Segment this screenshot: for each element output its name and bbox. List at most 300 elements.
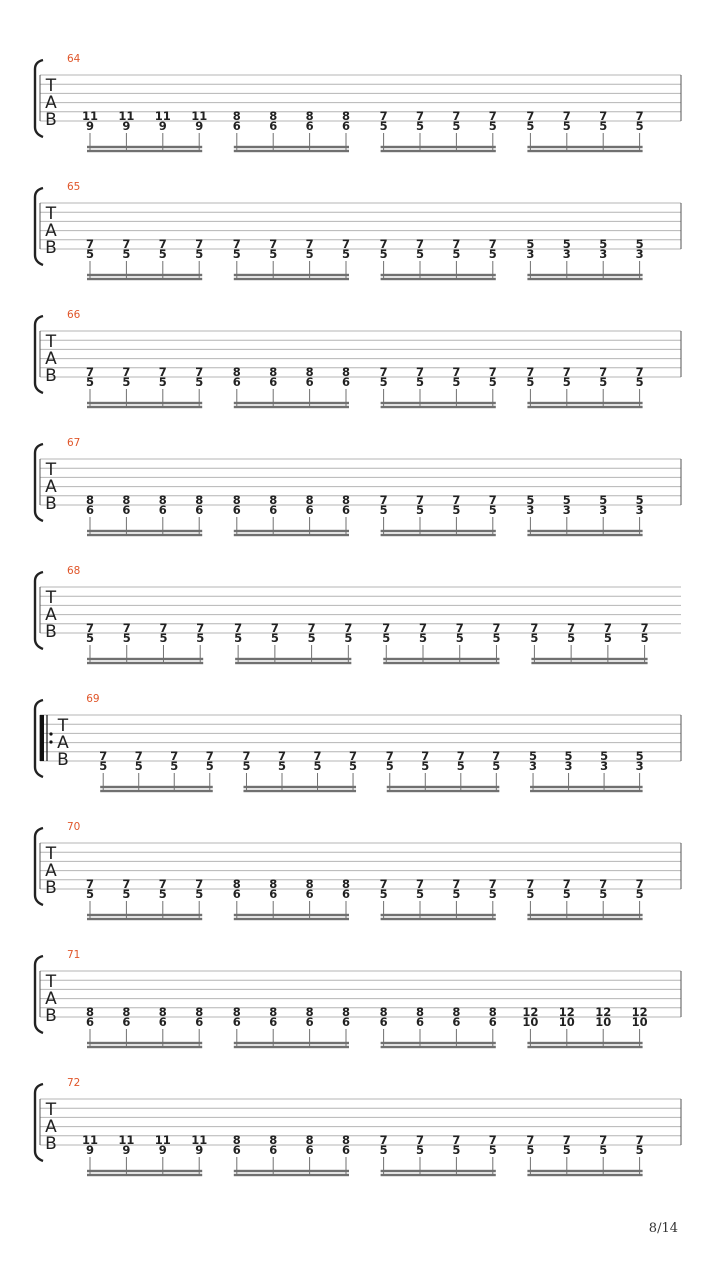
fret-number-bottom: 6 bbox=[341, 1143, 351, 1157]
fret-number-bottom: 6 bbox=[122, 1015, 131, 1029]
beam bbox=[87, 1170, 202, 1172]
beam bbox=[381, 918, 496, 920]
fret-number-top: 8 bbox=[488, 1005, 497, 1019]
fret-number-top: 7 bbox=[452, 109, 461, 123]
tab-clef-letter: B bbox=[45, 1134, 57, 1154]
fret-number-bottom: 6 bbox=[269, 375, 278, 389]
beam bbox=[381, 1170, 496, 1172]
beam bbox=[527, 406, 642, 408]
beam bbox=[381, 146, 496, 148]
fret-number-bottom: 5 bbox=[488, 375, 497, 389]
beam bbox=[87, 278, 202, 280]
beam bbox=[234, 530, 349, 532]
fret-number-bottom: 5 bbox=[599, 119, 608, 133]
beam bbox=[381, 1042, 496, 1044]
fret-number-top: 8 bbox=[305, 493, 314, 507]
fret-number-bottom: 5 bbox=[85, 247, 95, 261]
beam bbox=[235, 658, 351, 660]
fret-number-top: 8 bbox=[379, 1005, 388, 1019]
fret-number-bottom: 5 bbox=[415, 1143, 425, 1157]
fret-number-bottom: 5 bbox=[379, 1143, 388, 1157]
fret-number-bottom: 6 bbox=[232, 375, 241, 389]
fret-number-top: 7 bbox=[85, 621, 95, 635]
fret-number-bottom: 6 bbox=[158, 1015, 167, 1029]
fret-number-bottom: 5 bbox=[488, 887, 497, 901]
fret-number-bottom: 5 bbox=[603, 631, 612, 645]
fret-number-bottom: 5 bbox=[452, 887, 461, 901]
fret-number-bottom: 6 bbox=[85, 1015, 95, 1029]
fret-number-top: 11 bbox=[154, 1133, 171, 1147]
fret-number-top: 12 bbox=[595, 1005, 612, 1019]
fret-number-bottom: 5 bbox=[415, 119, 425, 133]
fret-number-bottom: 6 bbox=[232, 503, 241, 517]
tab-clef-letter: T bbox=[45, 76, 57, 96]
fret-number-bottom: 10 bbox=[522, 1015, 539, 1029]
fret-number-top: 7 bbox=[122, 877, 131, 891]
fret-number-bottom: 5 bbox=[341, 247, 351, 261]
fret-number-top: 7 bbox=[415, 365, 425, 379]
fret-number-top: 8 bbox=[269, 877, 278, 891]
fret-number-top: 8 bbox=[232, 109, 241, 123]
fret-number-top: 8 bbox=[85, 1005, 95, 1019]
fret-number-top: 7 bbox=[344, 621, 353, 635]
tab-system bbox=[35, 309, 681, 408]
beam bbox=[527, 278, 642, 280]
fret-number-bottom: 3 bbox=[635, 503, 644, 517]
beam bbox=[234, 914, 349, 916]
beam bbox=[527, 914, 642, 916]
fret-number-bottom: 5 bbox=[158, 887, 167, 901]
beam bbox=[87, 274, 202, 276]
fret-number-top: 7 bbox=[452, 365, 461, 379]
fret-number-top: 7 bbox=[488, 237, 497, 251]
fret-number-top: 7 bbox=[205, 749, 214, 763]
fret-number-bottom: 5 bbox=[277, 759, 287, 773]
fret-number-top: 5 bbox=[599, 493, 608, 507]
fret-number-bottom: 5 bbox=[195, 375, 204, 389]
fret-number-top: 7 bbox=[562, 877, 571, 891]
fret-number-top: 8 bbox=[195, 493, 204, 507]
fret-number-top: 7 bbox=[603, 621, 612, 635]
tab-clef-letter: T bbox=[45, 460, 57, 480]
fret-number-bottom: 5 bbox=[379, 503, 388, 517]
fret-number-top: 11 bbox=[81, 109, 99, 123]
fret-number-top: 7 bbox=[313, 749, 322, 763]
system-bracket bbox=[35, 1084, 43, 1161]
fret-number-bottom: 5 bbox=[452, 375, 461, 389]
fret-number-top: 8 bbox=[305, 1005, 314, 1019]
beam bbox=[527, 146, 642, 148]
beam bbox=[527, 1046, 642, 1048]
beam bbox=[381, 150, 496, 152]
repeat-dot bbox=[49, 732, 52, 735]
fret-number-bottom: 9 bbox=[195, 119, 204, 133]
fret-number-top: 7 bbox=[122, 621, 131, 635]
beam bbox=[527, 530, 642, 532]
tab-clef-letter: T bbox=[57, 716, 69, 736]
fret-number-top: 7 bbox=[195, 237, 204, 251]
fret-number-bottom: 3 bbox=[562, 503, 571, 517]
fret-number-top: 7 bbox=[526, 109, 535, 123]
tab-clef-letter: B bbox=[45, 110, 57, 130]
beam bbox=[383, 658, 499, 660]
fret-number-top: 7 bbox=[158, 877, 167, 891]
fret-number-top: 7 bbox=[452, 237, 461, 251]
measure-number: 68 bbox=[67, 565, 81, 577]
fret-number-top: 7 bbox=[599, 1133, 608, 1147]
beam bbox=[531, 662, 647, 664]
tab-clef-letter: A bbox=[45, 605, 57, 625]
fret-number-bottom: 5 bbox=[526, 1143, 535, 1157]
page-number: 8/14 bbox=[648, 1221, 678, 1236]
fret-number-top: 7 bbox=[158, 365, 167, 379]
fret-number-bottom: 5 bbox=[122, 375, 131, 389]
fret-number-top: 7 bbox=[85, 237, 95, 251]
tab-system bbox=[35, 437, 681, 536]
beam bbox=[243, 786, 356, 788]
fret-number-top: 8 bbox=[122, 493, 131, 507]
fret-number-bottom: 6 bbox=[415, 1015, 425, 1029]
tab-system bbox=[35, 181, 681, 280]
fret-number-bottom: 6 bbox=[305, 503, 314, 517]
beam bbox=[381, 274, 496, 276]
fret-number-bottom: 9 bbox=[85, 119, 95, 133]
fret-number-top: 7 bbox=[307, 621, 316, 635]
fret-number-bottom: 5 bbox=[196, 631, 205, 645]
fret-number-bottom: 6 bbox=[341, 119, 351, 133]
tab-clef-letter: A bbox=[57, 733, 69, 753]
fret-number-bottom: 5 bbox=[85, 631, 95, 645]
fret-number-bottom: 5 bbox=[526, 119, 535, 133]
beam bbox=[531, 658, 647, 660]
fret-number-top: 7 bbox=[562, 109, 571, 123]
fret-number-bottom: 5 bbox=[242, 759, 251, 773]
fret-number-bottom: 5 bbox=[158, 247, 167, 261]
fret-number-bottom: 6 bbox=[232, 119, 241, 133]
measure-number: 70 bbox=[67, 821, 81, 833]
fret-number-bottom: 5 bbox=[452, 1143, 461, 1157]
fret-number-top: 7 bbox=[99, 749, 108, 763]
beam bbox=[527, 1170, 642, 1172]
fret-number-bottom: 5 bbox=[562, 119, 571, 133]
fret-number-top: 7 bbox=[196, 621, 205, 635]
fret-number-top: 11 bbox=[191, 1133, 208, 1147]
fret-number-top: 7 bbox=[270, 621, 279, 635]
fret-number-top: 8 bbox=[415, 1005, 425, 1019]
beam bbox=[530, 786, 643, 788]
fret-number-top: 7 bbox=[530, 621, 539, 635]
system-bracket bbox=[35, 188, 43, 265]
fret-number-bottom: 3 bbox=[599, 503, 608, 517]
fret-number-bottom: 5 bbox=[305, 247, 314, 261]
fret-number-top: 7 bbox=[567, 621, 576, 635]
fret-number-bottom: 6 bbox=[488, 1015, 497, 1029]
fret-number-bottom: 5 bbox=[415, 375, 425, 389]
fret-number-bottom: 9 bbox=[122, 119, 131, 133]
tab-clef-letter: A bbox=[45, 1117, 57, 1137]
fret-number-top: 7 bbox=[488, 1133, 497, 1147]
fret-number-bottom: 9 bbox=[85, 1143, 95, 1157]
fret-number-top: 8 bbox=[269, 493, 278, 507]
tab-clef-letter: T bbox=[45, 332, 57, 352]
fret-number-bottom: 5 bbox=[134, 759, 143, 773]
fret-number-top: 7 bbox=[379, 1133, 388, 1147]
fret-number-bottom: 5 bbox=[562, 887, 571, 901]
beam bbox=[243, 790, 356, 792]
fret-number-top: 7 bbox=[488, 493, 497, 507]
beam bbox=[527, 402, 642, 404]
beam bbox=[87, 1174, 202, 1176]
beam bbox=[381, 530, 496, 532]
measure-number: 66 bbox=[67, 309, 81, 321]
fret-number-bottom: 5 bbox=[122, 247, 131, 261]
fret-number-top: 5 bbox=[526, 237, 535, 251]
tab-system bbox=[35, 693, 681, 792]
beam bbox=[381, 278, 496, 280]
fret-number-bottom: 5 bbox=[349, 759, 358, 773]
fret-number-top: 5 bbox=[600, 749, 609, 763]
fret-number-bottom: 9 bbox=[122, 1143, 131, 1157]
fret-number-top: 7 bbox=[232, 237, 241, 251]
beam bbox=[527, 918, 642, 920]
fret-number-top: 12 bbox=[631, 1005, 648, 1019]
beam bbox=[527, 1042, 642, 1044]
fret-number-top: 8 bbox=[85, 493, 95, 507]
fret-number-top: 7 bbox=[526, 365, 535, 379]
fret-number-bottom: 5 bbox=[379, 247, 388, 261]
beam bbox=[527, 150, 642, 152]
fret-number-top: 11 bbox=[118, 109, 135, 123]
fret-number-top: 7 bbox=[305, 237, 314, 251]
fret-number-top: 8 bbox=[341, 877, 351, 891]
system-bracket bbox=[35, 316, 43, 393]
beam bbox=[381, 402, 496, 404]
repeat-thick-bar bbox=[40, 715, 44, 761]
beam bbox=[87, 658, 203, 660]
fret-number-bottom: 5 bbox=[567, 631, 576, 645]
fret-number-bottom: 5 bbox=[599, 375, 608, 389]
fret-number-top: 7 bbox=[562, 1133, 571, 1147]
tab-system bbox=[35, 53, 681, 152]
fret-number-bottom: 6 bbox=[269, 1143, 278, 1157]
fret-number-top: 7 bbox=[415, 493, 425, 507]
fret-number-bottom: 9 bbox=[158, 1143, 167, 1157]
fret-number-top: 8 bbox=[341, 1133, 351, 1147]
fret-number-top: 7 bbox=[635, 365, 644, 379]
beam bbox=[234, 1042, 349, 1044]
fret-number-bottom: 6 bbox=[269, 1015, 278, 1029]
fret-number-top: 7 bbox=[599, 365, 608, 379]
fret-number-top: 7 bbox=[418, 621, 428, 635]
fret-number-bottom: 6 bbox=[341, 1015, 351, 1029]
fret-number-bottom: 5 bbox=[418, 631, 428, 645]
fret-number-top: 8 bbox=[232, 1133, 241, 1147]
beam bbox=[234, 1170, 349, 1172]
beam bbox=[234, 146, 349, 148]
beam bbox=[381, 914, 496, 916]
fret-number-bottom: 5 bbox=[313, 759, 322, 773]
fret-number-top: 7 bbox=[159, 621, 168, 635]
tab-clef-letter: T bbox=[45, 204, 57, 224]
beam bbox=[87, 146, 202, 148]
fret-number-bottom: 3 bbox=[599, 247, 608, 261]
fret-number-bottom: 3 bbox=[562, 247, 571, 261]
fret-number-top: 7 bbox=[195, 365, 204, 379]
beam bbox=[527, 274, 642, 276]
beam bbox=[527, 534, 642, 536]
fret-number-top: 5 bbox=[635, 749, 644, 763]
fret-number-bottom: 5 bbox=[530, 631, 539, 645]
fret-number-bottom: 3 bbox=[635, 759, 644, 773]
fret-number-top: 7 bbox=[415, 1133, 425, 1147]
beam bbox=[87, 1046, 202, 1048]
fret-number-bottom: 6 bbox=[341, 375, 351, 389]
fret-number-top: 7 bbox=[599, 877, 608, 891]
beam bbox=[530, 790, 643, 792]
fret-number-top: 8 bbox=[269, 1133, 278, 1147]
system-bracket bbox=[35, 828, 43, 905]
fret-number-bottom: 3 bbox=[635, 247, 644, 261]
fret-number-top: 11 bbox=[118, 1133, 135, 1147]
fret-number-bottom: 5 bbox=[379, 887, 388, 901]
measure-number: 72 bbox=[67, 1077, 81, 1089]
fret-number-bottom: 6 bbox=[452, 1015, 461, 1029]
tab-clef-letter: A bbox=[45, 477, 57, 497]
tab-clef-letter: A bbox=[45, 861, 57, 881]
beam bbox=[100, 786, 213, 788]
tab-clef-letter: T bbox=[45, 972, 57, 992]
fret-number-bottom: 5 bbox=[456, 759, 465, 773]
fret-number-bottom: 5 bbox=[635, 887, 644, 901]
fret-number-bottom: 5 bbox=[635, 375, 644, 389]
beam bbox=[234, 534, 349, 536]
beam bbox=[87, 662, 203, 664]
fret-number-top: 8 bbox=[341, 493, 351, 507]
fret-number-bottom: 5 bbox=[640, 631, 649, 645]
fret-number-bottom: 5 bbox=[635, 1143, 644, 1157]
beam bbox=[87, 406, 202, 408]
measure-number: 64 bbox=[67, 53, 81, 65]
fret-number-bottom: 6 bbox=[195, 1015, 204, 1029]
fret-number-top: 7 bbox=[488, 109, 497, 123]
beam bbox=[234, 406, 349, 408]
fret-number-top: 11 bbox=[191, 109, 208, 123]
fret-number-top: 8 bbox=[341, 109, 351, 123]
fret-number-bottom: 10 bbox=[558, 1015, 575, 1029]
fret-number-bottom: 5 bbox=[488, 247, 497, 261]
fret-number-bottom: 5 bbox=[452, 503, 461, 517]
beam bbox=[87, 1042, 202, 1044]
fret-number-top: 7 bbox=[526, 1133, 535, 1147]
fret-number-bottom: 5 bbox=[385, 759, 394, 773]
fret-number-bottom: 10 bbox=[595, 1015, 612, 1029]
fret-number-top: 7 bbox=[379, 365, 388, 379]
fret-number-top: 5 bbox=[564, 749, 573, 763]
fret-number-top: 7 bbox=[415, 877, 425, 891]
fret-number-bottom: 5 bbox=[122, 887, 131, 901]
fret-number-top: 7 bbox=[635, 877, 644, 891]
fret-number-top: 7 bbox=[635, 1133, 644, 1147]
system-bracket bbox=[35, 572, 43, 649]
beam bbox=[234, 274, 349, 276]
fret-number-bottom: 5 bbox=[415, 887, 425, 901]
beam bbox=[234, 150, 349, 152]
fret-number-bottom: 3 bbox=[600, 759, 609, 773]
fret-number-bottom: 5 bbox=[307, 631, 316, 645]
beam bbox=[87, 914, 202, 916]
fret-number-bottom: 6 bbox=[269, 887, 278, 901]
fret-number-top: 7 bbox=[452, 493, 461, 507]
beam bbox=[100, 790, 213, 792]
measure-number: 65 bbox=[67, 181, 81, 193]
fret-number-bottom: 5 bbox=[379, 375, 388, 389]
fret-number-bottom: 6 bbox=[158, 503, 167, 517]
fret-number-bottom: 5 bbox=[415, 503, 425, 517]
fret-number-bottom: 5 bbox=[492, 759, 501, 773]
fret-number-bottom: 5 bbox=[562, 375, 571, 389]
fret-number-bottom: 5 bbox=[270, 631, 279, 645]
fret-number-top: 5 bbox=[562, 493, 571, 507]
beam bbox=[234, 402, 349, 404]
fret-number-bottom: 5 bbox=[158, 375, 167, 389]
fret-number-top: 8 bbox=[158, 1005, 167, 1019]
measure-number: 71 bbox=[67, 949, 81, 961]
fret-number-top: 11 bbox=[154, 109, 171, 123]
system-bracket bbox=[35, 444, 43, 521]
fret-number-top: 5 bbox=[526, 493, 535, 507]
fret-number-bottom: 5 bbox=[421, 759, 430, 773]
fret-number-bottom: 6 bbox=[341, 503, 351, 517]
fret-number-bottom: 5 bbox=[232, 247, 241, 261]
fret-number-bottom: 5 bbox=[170, 759, 179, 773]
fret-number-bottom: 5 bbox=[379, 119, 388, 133]
fret-number-top: 7 bbox=[379, 237, 388, 251]
beam bbox=[383, 662, 499, 664]
tab-clef-letter: B bbox=[45, 1006, 57, 1026]
fret-number-top: 5 bbox=[599, 237, 608, 251]
tab-clef-letter: B bbox=[45, 238, 57, 258]
fret-number-bottom: 5 bbox=[452, 247, 461, 261]
fret-number-bottom: 5 bbox=[635, 119, 644, 133]
measure-number: 69 bbox=[86, 693, 100, 705]
fret-number-bottom: 5 bbox=[455, 631, 464, 645]
fret-number-bottom: 5 bbox=[344, 631, 353, 645]
fret-number-bottom: 6 bbox=[305, 1143, 314, 1157]
tab-clef-letter: A bbox=[45, 989, 57, 1009]
fret-number-top: 7 bbox=[158, 237, 167, 251]
beam bbox=[87, 918, 202, 920]
tab-system bbox=[35, 949, 681, 1048]
fret-number-bottom: 6 bbox=[305, 1015, 314, 1029]
fret-number-top: 7 bbox=[488, 877, 497, 891]
beam bbox=[234, 1174, 349, 1176]
fret-number-top: 7 bbox=[382, 621, 391, 635]
tab-clef-letter: A bbox=[45, 93, 57, 113]
beam bbox=[87, 534, 202, 536]
fret-number-top: 5 bbox=[635, 493, 644, 507]
tab-system bbox=[35, 1077, 681, 1176]
fret-number-bottom: 6 bbox=[305, 375, 314, 389]
fret-number-bottom: 6 bbox=[232, 1015, 241, 1029]
fret-number-bottom: 5 bbox=[205, 759, 214, 773]
fret-number-top: 7 bbox=[85, 877, 95, 891]
fret-number-bottom: 5 bbox=[85, 375, 95, 389]
tab-clef-letter: B bbox=[45, 366, 57, 386]
fret-number-bottom: 5 bbox=[488, 503, 497, 517]
fret-number-top: 5 bbox=[529, 749, 538, 763]
tab-system bbox=[35, 565, 681, 664]
fret-number-bottom: 5 bbox=[195, 887, 204, 901]
